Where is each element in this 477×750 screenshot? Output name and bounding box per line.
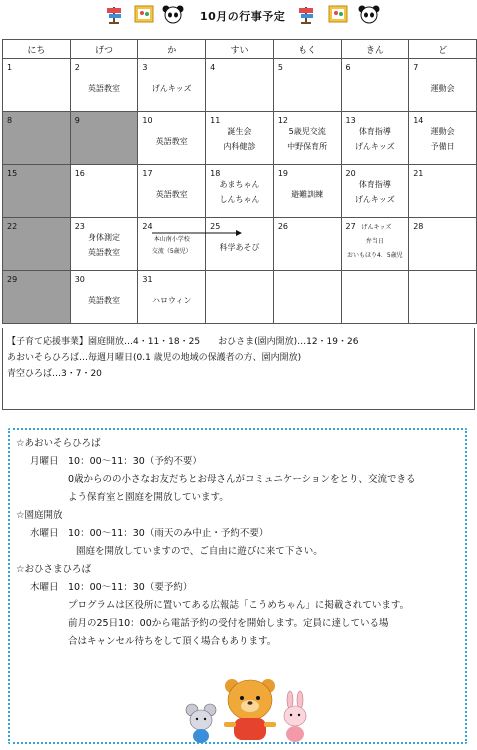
day-number: 13: [345, 116, 356, 125]
calendar-week-row: [3, 112, 477, 165]
calendar-day-cell: [273, 218, 341, 271]
notes-line-aoi: あおいそらひろば…毎週月曜日(0.1 歳児の地域の保護者の方、園内開放): [7, 353, 302, 363]
calendar-day-cell: [273, 165, 341, 218]
calendar-event: しんちゃん: [219, 195, 260, 204]
weekday-wed: すい: [206, 40, 274, 59]
calendar-day-cell: [409, 59, 477, 112]
calendar-day-cell: [341, 218, 409, 271]
calendar-day-cell: [3, 59, 71, 112]
notes-line-aozora: 青空ひろば…3・7・20: [7, 369, 102, 379]
picture-frame-icon: [134, 3, 154, 25]
calendar-event: 中野保育所: [287, 142, 328, 151]
day-number: 27: [345, 222, 356, 231]
calendar-day-cell: [206, 112, 274, 165]
day-number: 11: [210, 116, 221, 125]
notes-line-support: 【子育て応援事業】園庭開放…4・11・18・25 おひさま(園内開放)…12・19・26: [7, 337, 359, 347]
calendar-day-cell: [206, 218, 274, 271]
day-number: 25: [210, 222, 221, 231]
day-number: 16: [74, 169, 85, 178]
calendar-day-cell: [70, 218, 138, 271]
weekday-sat: ど: [409, 40, 477, 59]
day-number: 20: [345, 169, 356, 178]
day-number: 28: [413, 222, 424, 231]
garden-title: ☆園庭開放: [16, 510, 63, 521]
ohisama-desc-3: 合はキャンセル待ちをして頂く場合もあります。: [68, 636, 277, 647]
calendar-day-cell: [138, 271, 206, 324]
panda-icon: [358, 3, 380, 25]
day-number: 26: [277, 222, 288, 231]
calendar-day-cell: [3, 271, 71, 324]
calendar-event: げんキッズ: [354, 195, 395, 204]
day-number: 14: [413, 116, 424, 125]
day-number: 18: [210, 169, 221, 178]
calendar-day-cell: [138, 59, 206, 112]
calendar-event: 身体測定: [88, 233, 121, 242]
page-title: 10月の行事予定: [200, 10, 286, 23]
weekday-header-row: [3, 40, 477, 59]
event-calendar: [2, 39, 477, 324]
weekday-sun: にち: [3, 40, 71, 59]
calendar-day-cell: [138, 165, 206, 218]
mouse-character: [186, 704, 216, 743]
day-number: 1: [7, 63, 13, 72]
day-number: 22: [7, 222, 18, 231]
ohisama-desc-1: プログラムは区役所に置いてある広報誌「こうめちゃん」に掲載されています。: [68, 600, 410, 611]
calendar-event: 5歳児交流: [288, 127, 326, 136]
aoi-time: 月曜日 10：00～11：30（予約不要）: [30, 456, 202, 467]
calendar-day-cell: [3, 165, 71, 218]
weekday-thu: もく: [273, 40, 341, 59]
calendar-day-cell: [409, 165, 477, 218]
ohisama-desc-2: 前月の25日10：00から電話予約の受付を開始します。定員に達している場: [68, 618, 389, 629]
day-number: 23: [74, 222, 85, 231]
mascot-illustration: [180, 672, 320, 744]
calendar-day-cell: [70, 112, 138, 165]
rabbit-character: [284, 691, 306, 742]
calendar-day-cell: [138, 112, 206, 165]
calendar-event: 体育指導: [358, 180, 391, 189]
panda-icon: [162, 3, 184, 25]
calendar-event: 英語教室: [88, 248, 121, 257]
calendar-event: 本山南小学校: [153, 236, 190, 243]
calendar-event: 避難訓練: [291, 190, 324, 199]
aoi-desc-2: よう保育室と園庭を開放しています。: [68, 492, 229, 503]
day-number: 31: [142, 275, 153, 284]
day-number: 10: [142, 116, 153, 125]
calendar-day-cell: [409, 218, 477, 271]
day-number: 29: [7, 275, 18, 284]
day-number: 3: [142, 63, 148, 72]
ohisama-title: ☆おひさまひろば: [16, 564, 92, 575]
calendar-day-cell: [3, 112, 71, 165]
calendar-week-row: [3, 218, 477, 271]
aoi-title: ☆あおいそらひろば: [16, 438, 101, 449]
calendar-week-row: [3, 165, 477, 218]
calendar-event: 誕生会: [227, 127, 252, 136]
calendar-day-cell: [70, 165, 138, 218]
day-number: 9: [74, 116, 80, 125]
calendar-event: おいもほり4．5歳児: [347, 252, 403, 259]
calendar-day-cell: [70, 59, 138, 112]
picture-frame-icon: [328, 3, 348, 25]
day-number: 6: [345, 63, 351, 72]
calendar-day-cell: [341, 271, 409, 324]
calendar-event: あまちゃん: [219, 180, 260, 189]
notes-section: [2, 328, 475, 410]
weekday-tue: か: [138, 40, 206, 59]
day-number: 5: [277, 63, 283, 72]
ohisama-time: 木曜日 10：00～11：30（要予約）: [30, 582, 193, 593]
calendar-event: ハロウィン: [151, 296, 192, 305]
calendar-day-cell: [341, 112, 409, 165]
day-number: 30: [74, 275, 85, 284]
calendar-event: 運動会: [430, 127, 455, 136]
calendar-day-cell: [409, 271, 477, 324]
signpost-icon: [296, 3, 316, 25]
day-number: 24: [142, 222, 153, 231]
day-number: 19: [277, 169, 288, 178]
calendar-day-cell: [206, 165, 274, 218]
calendar-event: 交流（5歳児）: [151, 248, 192, 255]
calendar-event: 弁当日: [365, 238, 384, 245]
day-number: 2: [74, 63, 80, 72]
calendar-day-cell: [341, 165, 409, 218]
signpost-icon: [104, 3, 124, 25]
calendar-event: 運動会: [430, 84, 455, 93]
aoi-desc-1: 0歳からのの小さなお友だちとお母さんがコミュニケーションをとり、交流できる: [68, 474, 416, 485]
calendar-event: 英語教室: [88, 84, 121, 93]
calendar-week-row: [3, 59, 477, 112]
garden-time: 水曜日 10：00～11：30（雨天のみ中止・予約不要）: [30, 528, 269, 539]
calendar-event: げんキッズ: [361, 224, 392, 231]
page-header: [0, 0, 477, 32]
bear-character: [224, 679, 276, 740]
day-number: 7: [413, 63, 419, 72]
calendar-event: げんキッズ: [151, 84, 192, 93]
calendar-day-cell: [341, 59, 409, 112]
calendar-day-cell: [3, 218, 71, 271]
calendar-event: げんキッズ: [354, 142, 395, 151]
weekday-mon: げつ: [70, 40, 138, 59]
calendar-day-cell: [273, 112, 341, 165]
calendar-event: 体育指導: [358, 127, 391, 136]
day-number: 17: [142, 169, 153, 178]
calendar-week-row: [3, 271, 477, 324]
calendar-day-cell: [206, 59, 274, 112]
day-number: 4: [210, 63, 216, 72]
calendar-day-cell: [409, 112, 477, 165]
day-number: 21: [413, 169, 424, 178]
calendar-event: 英語教室: [155, 137, 188, 146]
calendar-day-cell: [273, 59, 341, 112]
calendar-day-cell: [138, 218, 206, 271]
weekday-fri: きん: [341, 40, 409, 59]
calendar-event: 予備日: [430, 142, 455, 151]
day-number: 12: [277, 116, 288, 125]
calendar-event: 英語教室: [88, 296, 121, 305]
garden-desc: 園庭を開放していますので、ご自由に遊びに来て下さい。: [76, 546, 323, 557]
calendar-event: 科学あそび: [219, 243, 260, 252]
calendar-event: 内科健診: [223, 142, 256, 151]
day-number: 15: [7, 169, 18, 178]
calendar-event: 英語教室: [155, 190, 188, 199]
calendar-day-cell: [273, 271, 341, 324]
calendar-day-cell: [206, 271, 274, 324]
day-number: 8: [7, 116, 13, 125]
calendar-day-cell: [70, 271, 138, 324]
